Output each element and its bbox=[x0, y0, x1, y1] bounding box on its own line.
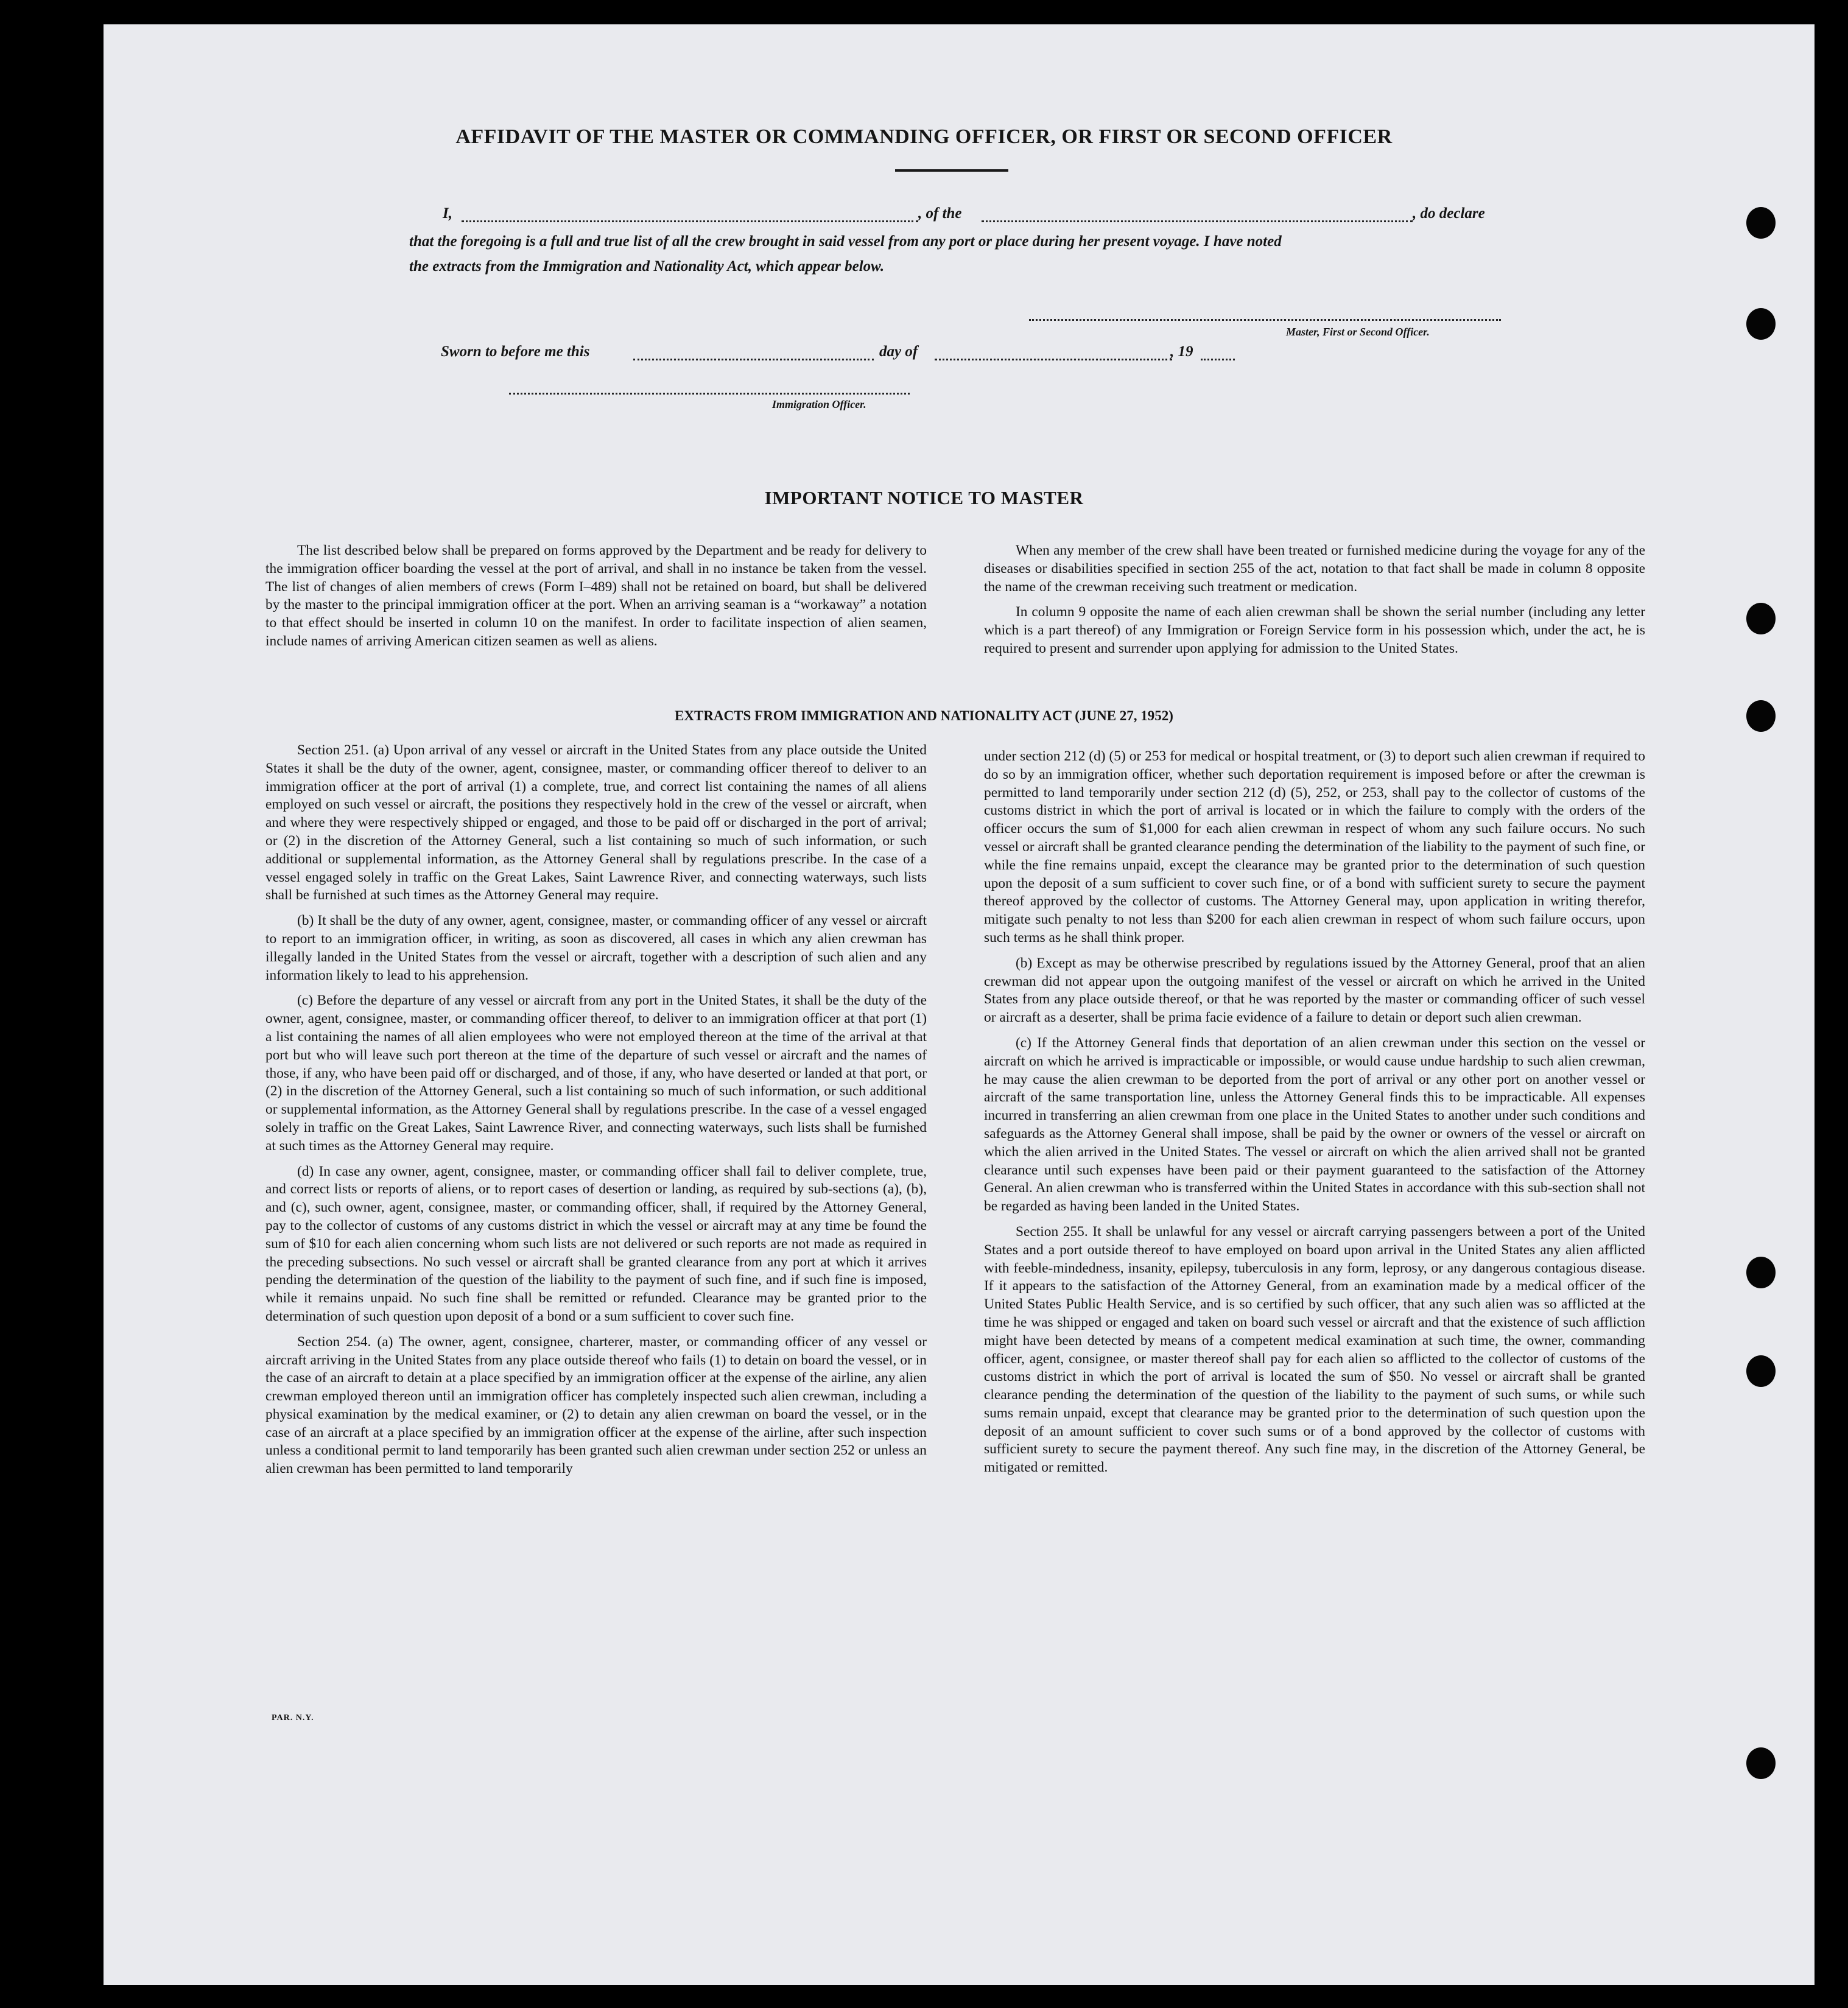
notice-right-column bbox=[984, 542, 1645, 665]
notice-paragraph: In column 9 opposite the name of each alien crewman shall be shown the serial number (including any letter which is a part thereof) of any Immigration or Foreign Service form in his possession which, under the act, he is required to present and surrender upon applying for admission to the United States. bbox=[984, 604, 1645, 656]
statute-paragraph: under section 212 (d) (5) or 253 for medical or hospital treatment, or (3) to deport such alien crewman if required to do so by an immigration officer, whether such deportation requirement is imposed before or after the crewman is permitted to land temporarily under section 212 (d) (5), 252, or 253, shall pay to the collector of customs of the customs district in which the port of arrival is located or in which the failure to comply with the orders of the officer occurs the sum of $1,000 for each alien crewman in respect of whom any such failure occurs. No such vessel or aircraft shall be granted clearance pending the determination of the liability to the payment of such fine, or while the fine remains unpaid, except the clearance may be granted prior to the determination of such question upon the deposit of a sum sufficient to cover such fine, or of a bond with sufficient surety to secure the payment thereof approved by the collector of customs. The Attorney General may, upon application in writing therefor, mitigate such penalty to not less than $200 for each alien crewman in respect of whom such failure occurs, upon such terms as he shall think proper. bbox=[984, 748, 1645, 946]
affidavit-of-the-label: , of the bbox=[918, 205, 962, 222]
extracts-title: EXTRACTS FROM IMMIGRATION AND NATIONALITY ACT (JUNE 27, 1952) bbox=[675, 708, 1173, 723]
notice-left-column bbox=[265, 542, 927, 658]
master-signature-field[interactable] bbox=[1029, 319, 1501, 321]
affidavit-title: AFFIDAVIT OF THE MASTER OR COMMANDING OFFICER, OR FIRST OR SECOND OFFICER bbox=[455, 125, 1393, 148]
master-signature-caption: Master, First or Second Officer. bbox=[1286, 326, 1430, 338]
sworn-year-label: , 19 bbox=[1170, 343, 1193, 360]
binder-hole-icon bbox=[1746, 1355, 1776, 1387]
statute-paragraph: Section 254. (a) The owner, agent, consignee, charterer, master, or commanding officer of any vessel or aircraft arriving in the United States from any place outside thereof who fails (1) to detain on board the vessel, or in the case of an aircraft to detain at a place specified by an immigration officer at the expense of the airline, any alien crewman employed thereon until an immigration officer has completely inspected such alien crewman, including a physical examination by the medical examiner, or (2) to detain any alien crewman on board the vessel, or in the case of an aircraft at a place specified by an immigration officer at the expense of the airline, after such inspection unless a conditional permit to land temporarily has been granted such alien crewman under section 252 or unless an alien crewman has been permitted to land temporarily bbox=[265, 1333, 927, 1477]
binder-hole-icon bbox=[1746, 207, 1776, 239]
title-divider bbox=[895, 169, 1008, 172]
notice-paragraph: When any member of the crew shall have been treated or furnished medicine during the voyage for any of the diseases or disabilities specified in section 255 of the act, notation to that fact shall be made in column 8 opposite the name of the crewman receiving such treatment or medication. bbox=[984, 542, 1645, 595]
extracts-left-column bbox=[265, 742, 927, 1486]
binder-hole-icon bbox=[1746, 1747, 1776, 1779]
extracts-right-column bbox=[984, 748, 1645, 1484]
statute-paragraph: (d) In case any owner, agent, consignee, master, or commanding officer shall fail to deliver complete, true, and correct lists or reports of aliens, or to report cases of desertion or landing, as required by sub-sections (a), (b), and (c), such owner, agent, consignee, master, or commanding officer, shall, if required by the Attorney General, pay to the collector of customs of any customs district in which the vessel or aircraft may at any time be found the sum of $10 for each alien concerning whom such lists are not delivered or such reports are not made as required in the preceding subsections. No such vessel or aircraft shall be granted clearance from any port at which it arrives pending the determination of the question of the liability to the payment of such fine, and if such fine is imposed, while it remains unpaid. No such fine shall be remitted or refunded. Clearance may be granted prior to the determination of such question upon deposit of a bond or a sum sufficient to cover such fine. bbox=[265, 1163, 927, 1324]
affidavit-extracts-line: the extracts from the Immigration and Nationality Act, which appear below. bbox=[409, 258, 885, 275]
notice-paragraph: The list described below shall be prepared on forms approved by the Department and be ready for delivery to the immigration officer boarding the vessel at the port of arrival, and shall in no instance be taken from the vessel. The list of changes of alien members of crews (Form I–489) shall not be retained on board, but shall be delivered by the master to the principal immigration officer at the port. When an arriving seaman is a “workaway” a notation to that effect should be inserted in column 10 on the manifest. In order to facilitate inspection of alien seamen, include names of arriving American citizen seamen as well as aliens. bbox=[265, 542, 927, 649]
affidavit-i-label: I, bbox=[443, 205, 452, 222]
printer-mark: PAR. N.Y. bbox=[272, 1713, 314, 1722]
immigration-officer-signature-field[interactable] bbox=[509, 393, 910, 395]
notice-title: IMPORTANT NOTICE TO MASTER bbox=[764, 487, 1084, 508]
statute-paragraph: (c) Before the departure of any vessel or aircraft from any port in the United States, it shall be the duty of the owner, agent, consignee, master, or commanding officer thereof, to deliver to an immigration officer at that port (1) a list containing the names of all alien employees who were not employed thereon at the time of the arrival at that port but who will leave such port thereon at the time of the departure of such vessel or aircraft and the names of those, if any, who have been paid off or discharged, and of those, if any, who have deserted or landed at that port, or (2) in the discretion of the Attorney General, such a list containing so much of such information, or such additional or supplemental information, as the Attorney General shall by regulations prescribe. In the case of a vessel engaged solely in traffic on the Great Lakes, Saint Lawrence River, and connecting waterways, such lists shall be furnished at such times as the Attorney General may require. bbox=[265, 992, 927, 1154]
binder-hole-icon bbox=[1746, 1257, 1776, 1288]
statute-paragraph: Section 251. (a) Upon arrival of any vessel or aircraft in the United States from any place outside the United States it shall be the duty of the owner, agent, consignee, master, or commanding officer thereof to deliver to an immigration officer at the port of arrival (1) a complete, true, and correct list containing the names of all aliens employed on such vessel or aircraft, the positions they respectively hold in the crew of the vessel or aircraft, when and where they were respectively shipped or engaged, and those to be paid off or discharged in the port of arrival; or (2) in the discretion of the Attorney General, such a list containing so much of such information, or such additional or supplemental information, as the Attorney General shall by regulations prescribe. In the case of a vessel engaged solely in traffic on the Great Lakes, Saint Lawrence River, and connecting waterways, such lists shall be furnished at such times as the Attorney General may require. bbox=[265, 742, 927, 904]
affidavit-declare-label: , do declare bbox=[1413, 205, 1485, 222]
sworn-month-field[interactable] bbox=[935, 359, 1172, 360]
binder-hole-icon bbox=[1746, 603, 1776, 634]
statute-paragraph: (b) It shall be the duty of any owner, agent, consignee, master, or commanding officer of any vessel or aircraft to report to an immigration officer, in writing, as soon as discovered, all cases in which any alien crewman has illegally landed in the United States from the vessel or aircraft, together with a description of such alien and any information likely to lead to his apprehension. bbox=[265, 913, 927, 983]
immigration-officer-caption: Immigration Officer. bbox=[772, 398, 866, 410]
declarant-name-field[interactable] bbox=[462, 220, 918, 222]
sworn-day-field[interactable] bbox=[633, 359, 874, 360]
statute-paragraph: (c) If the Attorney General finds that deportation of an alien crewman under this section on the vessel or aircraft on which he arrived is impracticable or impossible, or would cause undue hardship to such alien crewman, he may cause the alien crewman to be deported from the port of arrival or any other port on another vessel or aircraft of the same transportation line, unless the Attorney General finds this to be impracticable. All expenses incurred in transferring an alien crewman from one place in the United States to another under such conditions and safeguards as the Attorney General shall impose, shall be paid by the owner or owners of the vessel or aircraft on which the alien arrived in the United States. The vessel or aircraft on which the alien arrived shall not be granted clearance until such expenses have been paid or their payment guaranteed to the satisfaction of the Attorney General. An alien crewman who is transferred within the United States in accordance with this sub-section shall not be regarded as having been landed in the United States. bbox=[984, 1034, 1645, 1215]
vessel-name-field[interactable] bbox=[982, 220, 1413, 222]
sworn-year-field[interactable] bbox=[1201, 359, 1235, 360]
statute-paragraph: Section 255. It shall be unlawful for any vessel or aircraft carrying passengers between a port of the United States and a port outside thereof to have employed on board upon arrival in the United States any alien afflicted with feeble-mindedness, insanity, epilepsy, tuberculosis in any form, leprosy, or any dangerous contagious disease. If it appears to the satisfaction of the Attorney General, from an examination made by a medical officer of the United States Public Health Service, and is so certified by such officer, that any such alien was so afflicted at the time he was shipped or engaged and taken on board such vessel or aircraft and that the existence of such affliction might have been detected by means of a competent medical examination at such time, the owner, commanding officer, agent, consignee, or master thereof shall pay for each alien so afflicted to the collector of customs of the customs district in which the port of arrival is located the sum of $50. No vessel or aircraft shall be granted clearance pending the determination of the question of the liability to the payment of such sums, or while such sums remain unpaid, except that clearance may be granted prior to the determination of such question upon the deposit of an amount sufficient to cover such sums or of a bond approved by the collector of customs with sufficient surety to secure the payment thereof. Any such fine may, in the discretion of the Attorney General, be mitigated or remitted. bbox=[984, 1223, 1645, 1476]
binder-hole-icon bbox=[1746, 308, 1776, 340]
affidavit-statement-line: that the foregoing is a full and true list of all the crew brought in said vessel from any port or place during her present voyage. I have noted bbox=[409, 233, 1282, 250]
sworn-label: Sworn to before me this bbox=[441, 343, 590, 360]
statute-paragraph: (b) Except as may be otherwise prescribed by regulations issued by the Attorney General, proof that an alien crewman did not appear upon the outgoing manifest of the vessel or aircraft on which he arrived in the United States from any place outside thereof, or that he was reported by the master or commanding officer of such vessel or aircraft as a deserter, shall be prima facie evidence of a failure to detain or deport such alien crewman. bbox=[984, 955, 1645, 1026]
sworn-day-of-label: day of bbox=[879, 343, 918, 360]
